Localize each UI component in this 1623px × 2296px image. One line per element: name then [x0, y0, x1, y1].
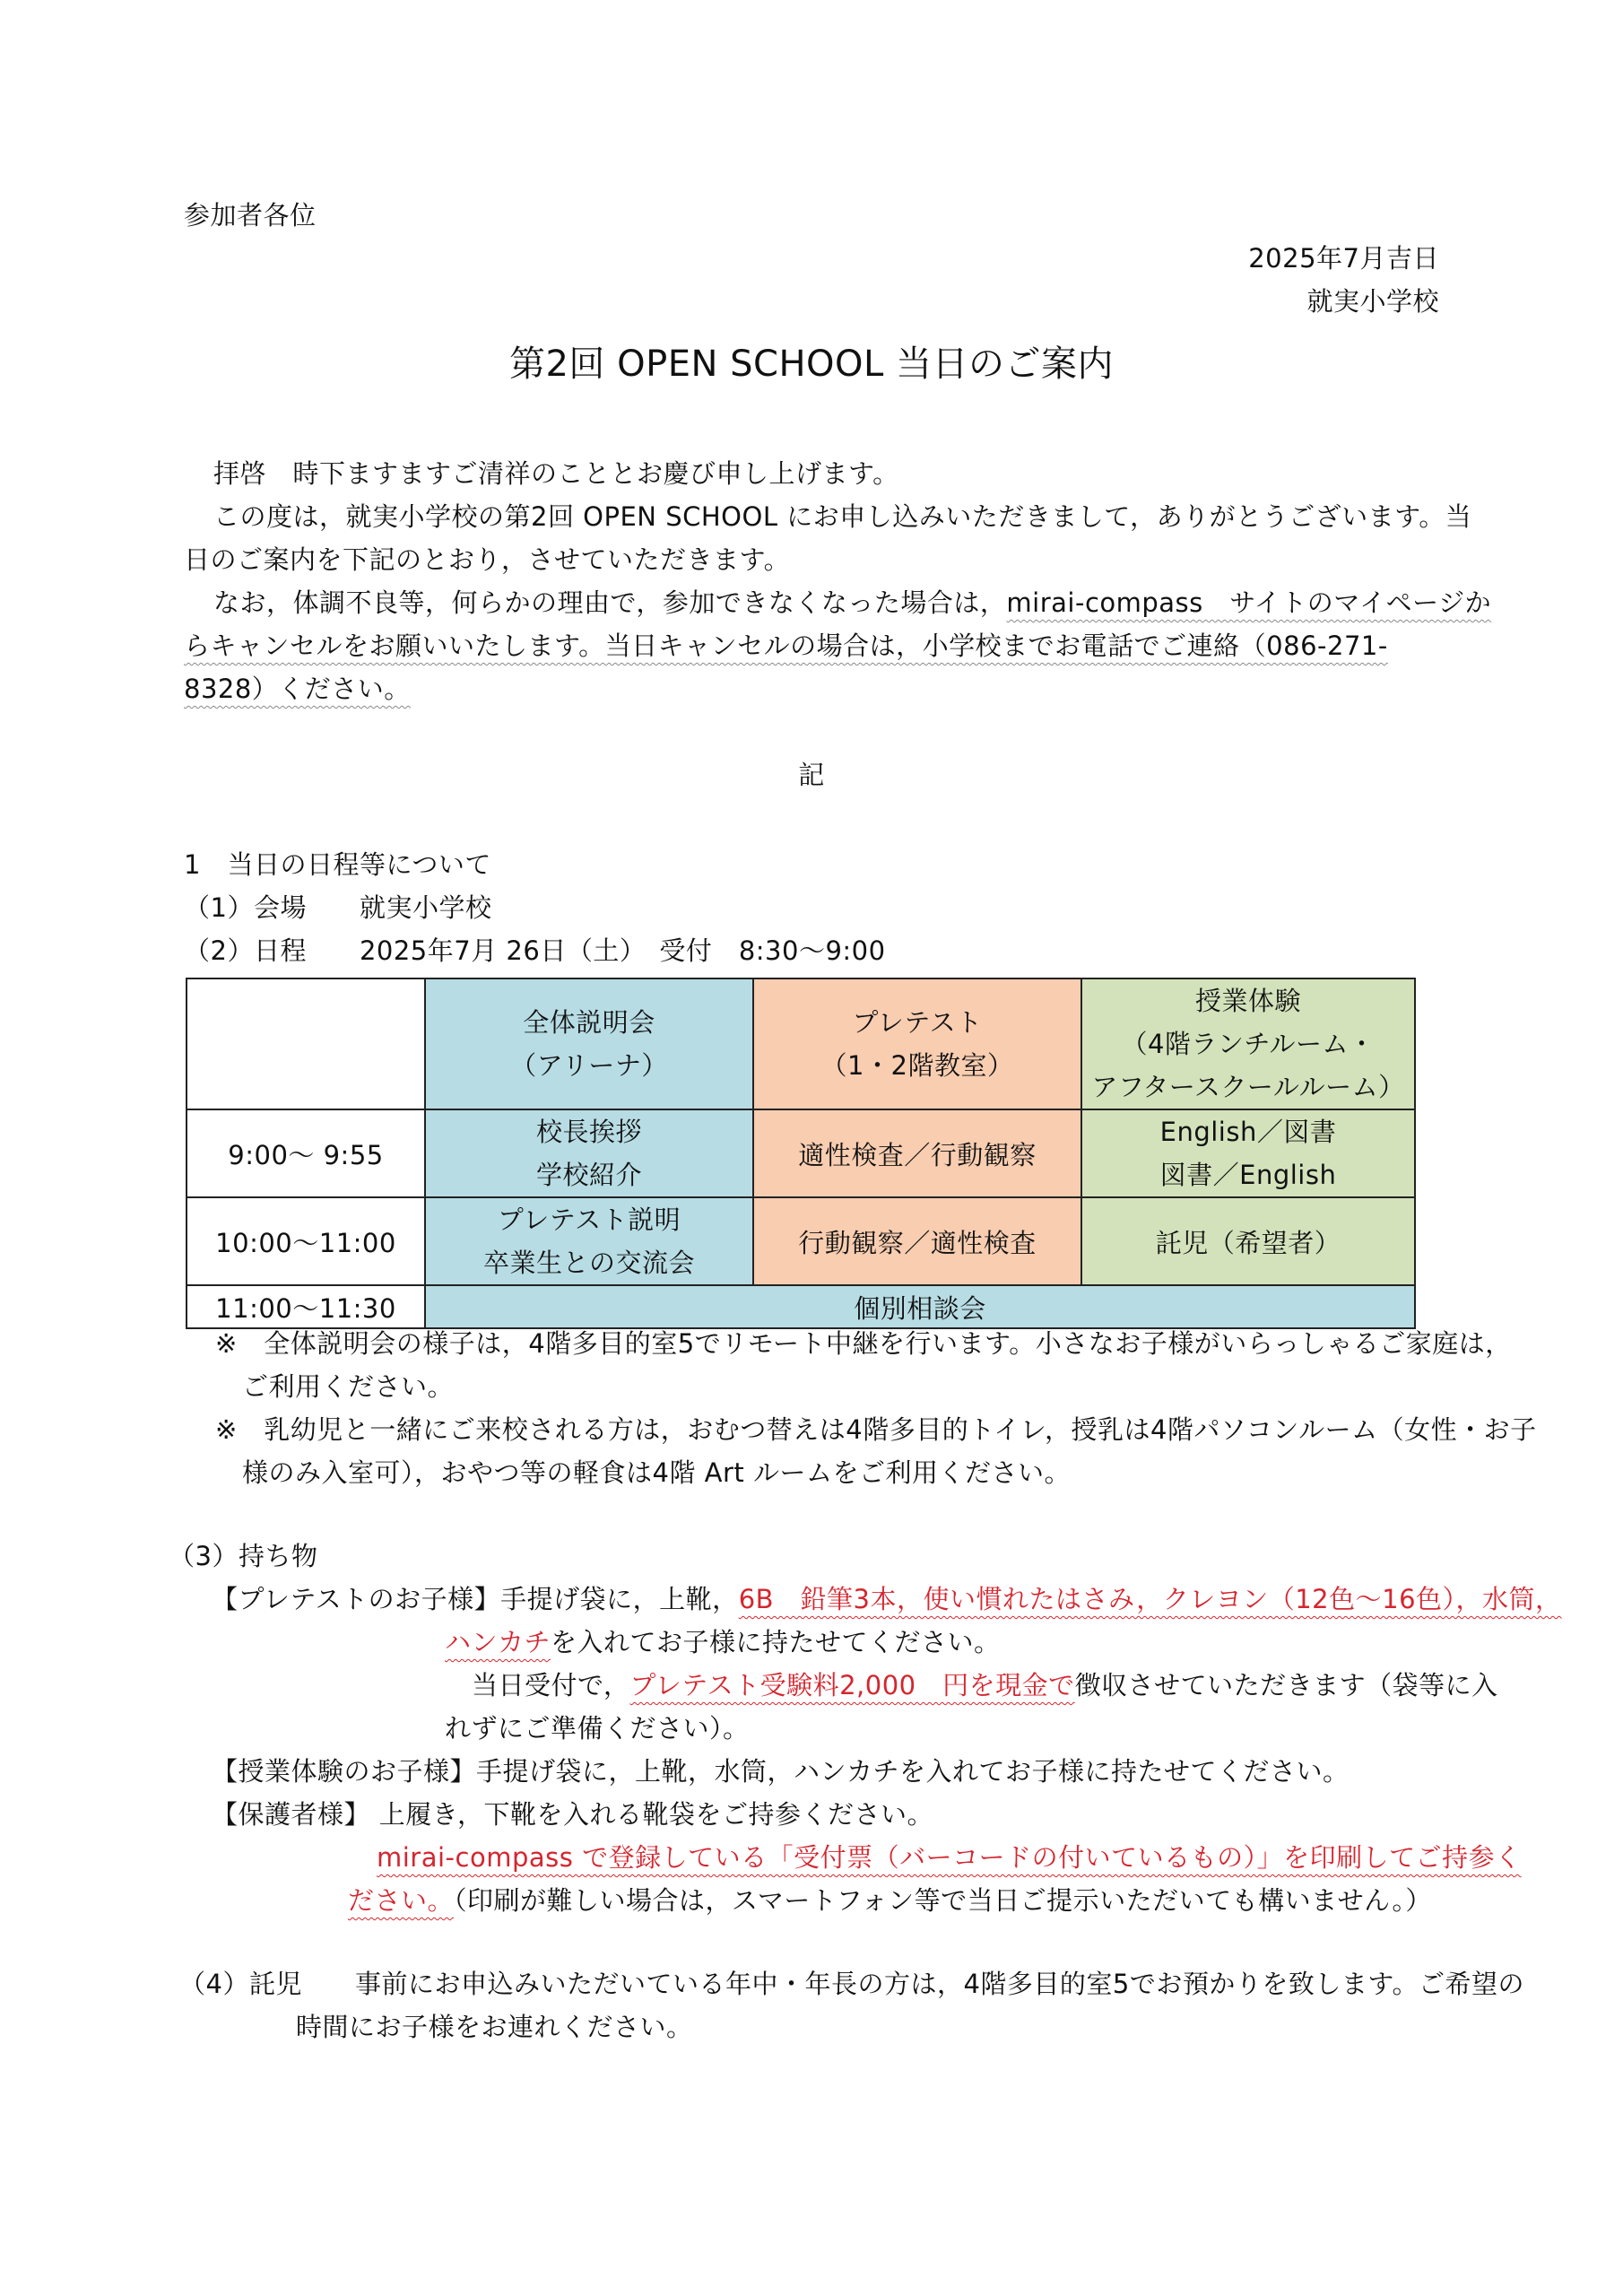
time-cell: 10:00～11:00 — [187, 1197, 425, 1285]
header-general-briefing — [425, 978, 753, 1109]
header-trial-class — [1081, 978, 1415, 1109]
table-cell: 行動観察／適性検査 — [753, 1197, 1081, 1285]
table-cell — [425, 1109, 753, 1197]
header-col2-line1: プレテスト — [852, 1007, 983, 1038]
parent-line1: 【保護者様】 上履き，下靴を入れる靴袋をご持参ください。 — [212, 1799, 934, 1830]
header-col3-line3: アフタースクールルーム） — [1091, 1072, 1405, 1102]
parent-line3-rest: （印刷が難しい場合は，スマートフォン等で当日ご提示いただいても構いません。） — [454, 1885, 1432, 1916]
section3-heading: （3）持ち物 — [169, 1541, 318, 1571]
section1-heading: 1 当日の日程等について — [184, 849, 491, 880]
parent-line3 — [348, 1884, 1432, 1917]
intro-para3-line1 — [213, 587, 1491, 619]
cell-line: 図書／English — [1159, 1160, 1337, 1190]
pretest-line1 — [212, 1583, 1562, 1615]
table-cell — [425, 1197, 753, 1285]
sender-name: 就実小学校 — [1306, 286, 1439, 317]
table-cell: 適性検査／行動観察 — [753, 1109, 1081, 1197]
pretest-line3-a: 当日受付で， — [472, 1670, 630, 1700]
cell-line: 卒業生との交流会 — [482, 1248, 695, 1278]
addressee: 参加者各位 — [184, 200, 317, 230]
intro-para3-line3: 8328）ください。 — [184, 674, 411, 704]
table-row — [187, 1285, 1415, 1328]
pretest-handkerchief-red: ハンカチ — [445, 1627, 551, 1657]
intro-greeting: 拝啓 時下ますますご清祥のこととお慶び申し上げます。 — [213, 458, 899, 489]
ki-heading: 記 — [798, 760, 825, 790]
note2-line2: 様のみ入室可），おやつ等の軽食は4階 Art ルームをご利用ください。 — [242, 1457, 1072, 1488]
note1-line2: ご利用ください。 — [242, 1371, 455, 1402]
pretest-fee-red: プレテスト受験料2,000 円を現金で — [629, 1670, 1075, 1700]
header-col1-line1: 全体説明会 — [523, 1007, 655, 1038]
table-cell — [1081, 1109, 1415, 1197]
table-row — [187, 1109, 1415, 1197]
table-cell-merged: 個別相談会 — [425, 1285, 1415, 1328]
intro-para3-line2: らキャンセルをお願いいたします。当日キャンセルの場合は，小学校までお電話でご連絡（086-271- — [184, 631, 1388, 661]
venue-line: （1）会場 就実小学校 — [184, 892, 492, 923]
cell-line: 学校紹介 — [535, 1160, 642, 1190]
time-cell: 9:00～ 9:55 — [187, 1109, 425, 1197]
pretest-line3-b: 徴収させていただきます（袋等に入 — [1074, 1670, 1498, 1700]
note2-line1: ※ 乳幼児と一緒にご来校される方は，おむつ替えは4階多目的トイレ，授乳は4階パソコンルーム（女性・お子 — [215, 1414, 1537, 1445]
trial-class-line: 【授業体験のお子様】手提げ袋に，上靴，水筒，ハンカチを入れてお子様に持たせてください。 — [212, 1756, 1350, 1787]
page-title: 第2回 OPEN SCHOOL 当日のご案内 — [508, 344, 1115, 385]
section4-line2: 時間にお子様をお連れください。 — [296, 2012, 693, 2042]
intro-para3-line1-a: なお，体調不良等，何らかの理由で，参加できなくなった場合は， — [213, 587, 1007, 618]
section4-line1: （4）託児 事前にお申込みいただいている年中・年長の方は，4階多目的室5でお預かりを致します。ご希望の — [179, 1969, 1525, 1999]
cell-line: English／図書 — [1159, 1117, 1337, 1147]
header-col2-line2: （1・2階教室） — [820, 1050, 1014, 1081]
intro-para2-line2: 日のご案内を下記のとおり，させていただきます。 — [184, 544, 791, 575]
header-col3-line1: 授業体験 — [1194, 986, 1301, 1016]
intro-para2-line1: この度は，就実小学校の第2回 OPEN SCHOOL にお申し込みいただきまして，ありがとうございます。当 — [213, 501, 1472, 532]
header-col3-line2: （4階ランチルーム・ — [1121, 1029, 1376, 1059]
header-col1-line2: （アリーナ） — [510, 1050, 668, 1081]
time-cell: 11:00～11:30 — [187, 1285, 425, 1328]
pretest-line4: れずにご準備ください）。 — [445, 1713, 750, 1744]
header-empty-cell — [187, 978, 425, 1109]
pretest-line2 — [445, 1626, 1001, 1658]
table-header-row — [187, 978, 1415, 1109]
document-date: 2025年7月吉日 — [1248, 243, 1439, 274]
table-row — [187, 1197, 1415, 1285]
pretest-items-red: 6B 鉛筆3本，使い慣れたはさみ，クレヨン（12色～16色），水筒， — [738, 1584, 1562, 1614]
note1-line1: ※ 全体説明会の様子は，4階多目的室5でリモート中継を行います。小さなお子様がいらっしゃるご家庭は， — [215, 1328, 1512, 1359]
table-cell: 託児（希望者） — [1081, 1197, 1415, 1285]
parent-line2-red: mirai-compass で登録している「受付票（バーコードの付いているもの）」を印刷してご持参く — [377, 1842, 1522, 1873]
pretest-line3 — [472, 1669, 1498, 1701]
parent-line3-red: ださい。 — [348, 1885, 455, 1916]
schedule-table — [186, 978, 1416, 1329]
cell-line: プレテスト説明 — [497, 1205, 681, 1235]
pretest-label: 【プレテストのお子様】手提げ袋に，上靴， — [212, 1584, 739, 1614]
intro-para3-line1-b: mirai-compass サイトのマイページか — [1006, 587, 1492, 618]
cell-line: 校長挨拶 — [535, 1117, 642, 1147]
schedule-line: （2）日程 2025年7月 26日（土） 受付 8:30～9:00 — [184, 935, 886, 966]
header-pretest — [753, 978, 1081, 1109]
pretest-line2-rest: を入れてお子様に持たせてください。 — [551, 1627, 1001, 1657]
